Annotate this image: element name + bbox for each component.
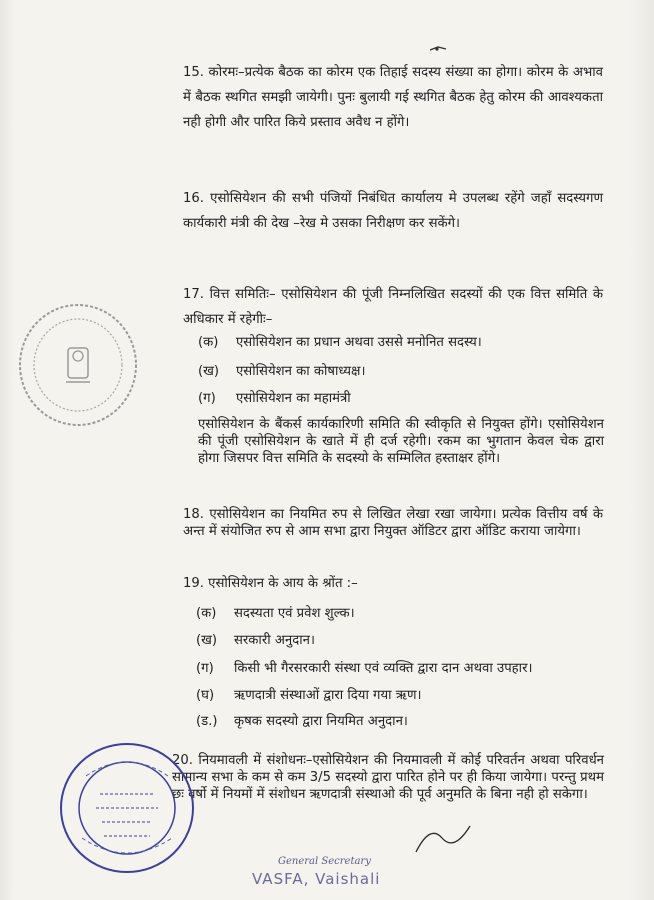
clause-19-item-2 xyxy=(196,630,315,648)
item-text: कृषक सदस्यो द्वारा नियमित अनुदान। xyxy=(234,714,408,729)
rubber-stamp-icon xyxy=(56,738,198,878)
item-label: (ग) xyxy=(196,661,214,676)
clause-17-item-2 xyxy=(198,361,365,379)
item-label: (क) xyxy=(196,606,217,621)
item-label: (ड.) xyxy=(196,714,218,729)
clause-16: 16. एसोसियेशन की सभी पंजियों निबंधित कार्यालय मे उपलब्ध रहेंगे जहाँ सदस्यगण कार्यकारी मंत्री की देख –रेख मे उसका निरीक्षण कर सकेंगे। xyxy=(183,191,603,231)
signature-scribble-icon xyxy=(412,818,482,858)
clause-17-item-3 xyxy=(198,388,351,406)
item-text: एसोसियेशन का प्रधान अथवा उससे मनोनित सदस्य। xyxy=(236,335,482,350)
clause-19-item-3 xyxy=(196,658,533,676)
clause-15: 15. कोरमः–प्रत्येक बैठक का कोरम एक तिहाई सदस्य संख्या का होगा। कोरम के अभाव में बैठक स्थगित समझी जायेगी। पुनः बुलायी गई स्थगित बैठक हेतु कोरम की आवश्यकता नही होगी और पारित किये प्रस्ताव अवैध न होंगे। xyxy=(183,65,603,130)
clause-20: 20. नियमावली में संशोधनः–एसोसियेशन की नियमावली में कोई परिवर्तन अथवा परिवर्धन सामान्य सभा के कम से कम 3/5 सदस्यो द्वारा पारित होने पर ही किया जायेगा। परन्तु प्रथम छः वर्षो में नियमों में संशोधन ऋणदात्री संस्थाओ की पूर्व अनुमति के बिना नही हो सकेगा। xyxy=(172,753,604,802)
clause-19-intro: 19. एसोसियेशन के आय के श्रोंत :– xyxy=(183,576,358,591)
item-label: (ख) xyxy=(198,364,220,379)
clause-19-item-5 xyxy=(196,711,408,729)
item-label: (ख) xyxy=(196,633,218,648)
item-text: किसी भी गैरसरकारी संस्था एवं व्यक्ति द्वारा दान अथवा उपहार। xyxy=(234,661,533,676)
clause-17-item-1 xyxy=(198,332,482,350)
clause-19-item-1 xyxy=(196,603,355,621)
clause-17-paragraph: एसोसियेशन के बैंकर्स कार्यकारिणी समिति की स्वीकृति से नियुक्त होंगे। एसोसियेशन की पूंजी एसोसियेशन के खाते में ही दर्ज रहेगी। रकम का भुगतान केवल चेक द्वारा होगा जिसपर वित्त समिति के सदस्यो के सम्मिलित हस्ताक्षर होंगे। xyxy=(198,417,604,466)
item-label: (क) xyxy=(198,335,219,350)
scan-artifact-mark xyxy=(428,44,448,54)
government-seal-icon xyxy=(16,300,141,430)
item-text: एसोसियेशन का महामंत्री xyxy=(236,391,351,406)
signature-designation: General Secretary xyxy=(278,856,371,867)
item-label: (ग) xyxy=(198,391,216,406)
item-label: (घ) xyxy=(196,688,215,703)
clause-17-intro: 17. वित्त समितिः– एसोसियेशन की पूंजी निम्नलिखित सदस्यों की एक वित्त समिति के अधिकार में रहेगीः– xyxy=(183,287,603,327)
item-text: सदस्यता एवं प्रवेश शुल्क। xyxy=(234,606,355,621)
signature-organization: VASFA, Vaishali xyxy=(252,870,381,888)
item-text: सरकारी अनुदान। xyxy=(234,633,315,648)
clause-18: 18. एसोसियेशन का नियमित रुप से लिखित लेखा रखा जायेगा। प्रत्येक वित्तीय वर्ष के अन्त में संयोजित रुप से आम सभा द्वारा नियुक्त ऑडिटर द्वारा ऑडिट कराया जायेगा। xyxy=(183,507,603,539)
item-text: एसोसियेशन का कोषाध्यक्ष। xyxy=(236,364,366,379)
clause-19-item-4 xyxy=(196,685,422,703)
item-text: ऋणदात्री संस्थाओं द्वारा दिया गया ऋण। xyxy=(234,688,422,703)
